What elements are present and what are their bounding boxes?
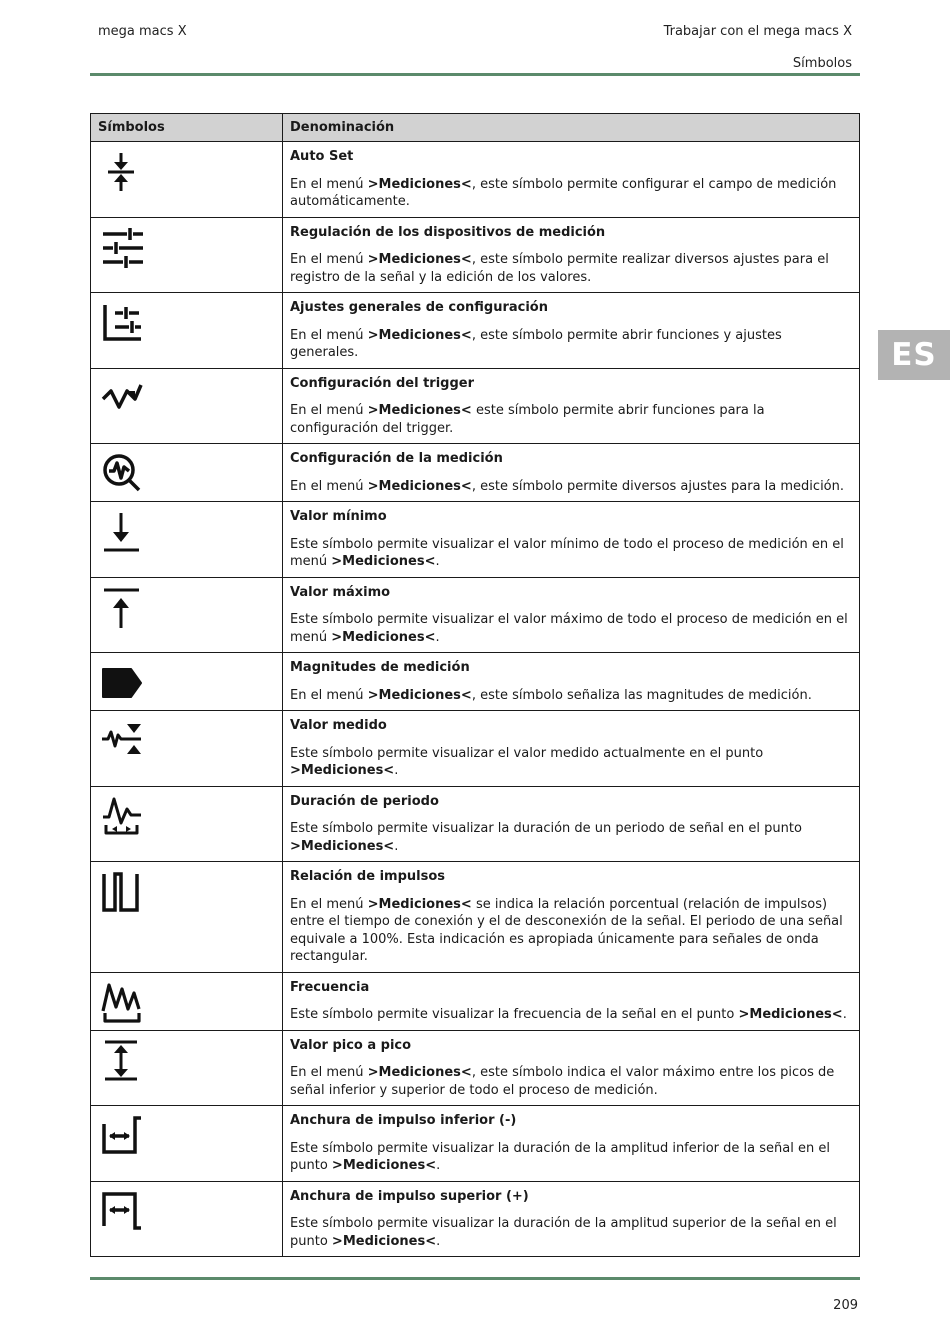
- column-header-symbols: Símbolos: [91, 114, 283, 142]
- table-row: [91, 786, 860, 862]
- row-description: Este símbolo permite visualizar el valor mínimo de todo el proceso de medición en el menú >Mediciones<.: [290, 536, 844, 569]
- page-number: 209: [833, 1298, 858, 1313]
- pulse-ratio-icon: [101, 870, 282, 916]
- table-row: [91, 142, 860, 218]
- menu-reference: >Mediciones<: [367, 176, 472, 192]
- measured-value-icon: [101, 719, 282, 759]
- pulse-width-lower-icon: [101, 1114, 282, 1160]
- auto-set-icon: [101, 150, 282, 198]
- row-description: En el menú >Mediciones< este símbolo permite abrir funciones para la configuración del trigger.: [290, 403, 765, 436]
- header-section: Símbolos: [792, 56, 852, 71]
- menu-reference: >Mediciones<: [367, 1065, 472, 1080]
- row-title: Ajustes generales de configuración: [290, 300, 548, 315]
- row-title: Valor medido: [290, 718, 387, 733]
- row-description: Este símbolo permite visualizar la duración de un periodo de señal en el punto >Mediciones<.: [290, 821, 802, 854]
- general-settings-icon: [101, 301, 282, 345]
- row-description: En el menú >Mediciones<, este símbolo indica el valor máximo entre los picos de señal inferior y superior de todo el proceso de medición.: [290, 1065, 835, 1098]
- header-chapter: Trabajar con el mega macs X: [663, 24, 852, 39]
- header-product: mega macs X: [98, 24, 187, 39]
- trigger-icon: [101, 377, 282, 417]
- table-row: [91, 711, 860, 787]
- row-description: Este símbolo permite visualizar el valor medido actualmente en el punto >Mediciones<.: [290, 745, 764, 778]
- table-row: [91, 577, 860, 653]
- table-row: [91, 1181, 860, 1257]
- table-row: [91, 293, 860, 369]
- footer-rule: [90, 1277, 860, 1280]
- menu-reference: >Mediciones<: [331, 1233, 437, 1249]
- menu-reference: >Mediciones<: [367, 478, 472, 494]
- max-value-icon: [101, 586, 282, 634]
- language-tab: ES: [878, 330, 950, 380]
- menu-reference: >Mediciones<: [367, 403, 472, 418]
- row-title: Auto Set: [290, 149, 354, 164]
- row-description: En el menú >Mediciones<, este símbolo permite realizar diversos ajustes para el registro de la señal y la edición de los valores.: [290, 252, 829, 285]
- menu-reference: >Mediciones<: [738, 1007, 843, 1022]
- table-row: [91, 1030, 860, 1106]
- row-description: En el menú >Mediciones<, este símbolo señaliza las magnitudes de medición.: [290, 687, 812, 703]
- row-title: Valor máximo: [290, 584, 391, 600]
- row-title: Magnitudes de medición: [290, 660, 470, 675]
- table-row: [91, 1106, 860, 1182]
- row-title: Valor mínimo: [290, 509, 387, 524]
- row-title: Configuración de la medición: [290, 451, 503, 466]
- measurement-config-icon: [101, 452, 282, 496]
- row-title: Anchura de impulso inferior (-): [290, 1113, 517, 1128]
- period-duration-icon: [101, 795, 282, 841]
- row-description: En el menú >Mediciones<, este símbolo permite abrir funciones y ajustes generales.: [290, 327, 782, 360]
- row-description: En el menú >Mediciones< se indica la relación porcentual (relación de impulsos) entre el tiempo de conexión y el de desconexión de la señal. El periodo de una señal equivale a 100%. Esta indicación es apropiada únicamente para señales de onda rectangular.: [290, 896, 843, 964]
- row-description: Este símbolo permite visualizar el valor máximo de todo el proceso de medición en el menú >Mediciones<.: [290, 612, 848, 645]
- row-title: Duración de periodo: [290, 793, 439, 809]
- table-row: [91, 972, 860, 1030]
- row-description: Este símbolo permite visualizar la duración de la amplitud inferior de la señal en el punto >Mediciones<.: [290, 1140, 830, 1173]
- table-header-row: [91, 114, 860, 142]
- row-title: Frecuencia: [290, 979, 370, 995]
- frequency-icon: [101, 981, 282, 1027]
- table-row: [91, 862, 860, 973]
- row-description: En el menú >Mediciones<, este símbolo permite diversos ajustes para la medición.: [290, 478, 845, 494]
- table-row: [91, 502, 860, 578]
- table-row: [91, 653, 860, 711]
- table-row: [91, 217, 860, 293]
- peak-to-peak-icon: [101, 1039, 282, 1085]
- menu-reference: >Mediciones<: [331, 629, 436, 645]
- tag-icon: [101, 661, 282, 705]
- menu-reference: >Mediciones<: [290, 763, 395, 778]
- min-value-icon: [101, 510, 282, 558]
- row-title: Anchura de impulso superior (+): [290, 1188, 529, 1204]
- table-row: [91, 444, 860, 502]
- row-description: En el menú >Mediciones<, este símbolo permite configurar el campo de medición automáticamente.: [290, 176, 837, 209]
- menu-reference: >Mediciones<: [367, 896, 472, 912]
- menu-reference: >Mediciones<: [331, 1158, 437, 1173]
- menu-reference: >Mediciones<: [290, 838, 395, 854]
- symbols-table: [90, 113, 860, 1257]
- row-description: Este símbolo permite visualizar la frecuencia de la señal en el punto >Mediciones<.: [290, 1007, 847, 1022]
- menu-reference: >Mediciones<: [367, 687, 472, 703]
- menu-reference: >Mediciones<: [367, 252, 472, 267]
- row-title: Configuración del trigger: [290, 375, 475, 391]
- pulse-width-upper-icon: [101, 1190, 282, 1236]
- row-description: Este símbolo permite visualizar la duración de la amplitud superior de la señal en el punto >Mediciones<.: [290, 1216, 837, 1249]
- row-title: Regulación de los dispositivos de medición: [290, 224, 606, 240]
- table-row: [91, 368, 860, 444]
- column-header-name: Denominación: [283, 114, 860, 142]
- menu-reference: >Mediciones<: [331, 554, 436, 569]
- row-title: Valor pico a pico: [290, 1037, 412, 1053]
- row-title: Relación de impulsos: [290, 869, 446, 884]
- sliders-icon: [101, 226, 282, 274]
- header-rule: [90, 73, 860, 76]
- menu-reference: >Mediciones<: [367, 327, 472, 343]
